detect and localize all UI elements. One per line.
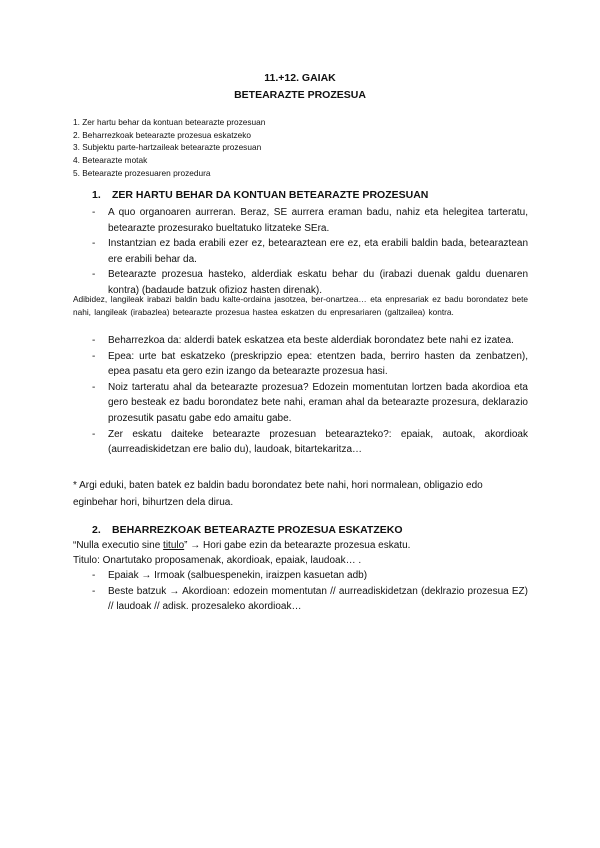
bullet-dash: -	[92, 335, 96, 346]
list-item-text: Zer eskatu daiteke betearazte prozesuan betearazteko?: epaiak, autoak, akordioak (aurreadiskidetzan ere balio du), laudoak, bitartekaritza…	[108, 428, 528, 456]
bullet-dash: -	[92, 428, 96, 440]
section-1-bullet-list-a	[92, 205, 528, 299]
list-item-text: Beharrezkoa da: alderdi batek eskatzea eta beste alderdiak borondatez bete nahi ez izatea.	[108, 335, 514, 346]
list-item	[92, 349, 528, 380]
quote-text-after: ” → Hori gabe ezin da betearazte prozesua eskatu.	[184, 540, 411, 551]
list-item-text: Beste batzuk → Akordioan: edozein momentutan // aurreadiskidetzan (deklrazio prozesua EZ) // laudoak // adisk. prozesaleko akordioak…	[108, 585, 528, 613]
list-item-text: Instantzian ez bada erabili ezer ez, betearaztean ere ez, eta erabili baldin bada, betearaztean ere erabili behar da.	[108, 238, 528, 265]
list-item	[92, 205, 528, 236]
section-1-number: 1.	[92, 189, 101, 201]
bullet-dash: -	[92, 570, 96, 581]
list-item	[92, 584, 528, 615]
section-2-title: BEHARREZKOAK BETEARAZTE PROZESUA ESKATZEKO	[112, 524, 403, 536]
bullet-dash: -	[92, 207, 96, 218]
list-item-text: Epea: urte bat eskatzeko (preskripzio epea: etentzen bada, berriro hasten da zenbatzen), epea pasatu eta gero ezin izango da betearazte prozesua hasi.	[108, 350, 528, 378]
list-item-text: Betearazte prozesua hasteko, alderdiak eskatu behar du (irabazi duenak galdu duenaren kontra) (badaude batzuk ofizioz hasten direnak).	[108, 269, 528, 296]
toc-item: 3. Subjektu parte-hartzaileak betearazte prozesuan	[73, 142, 262, 153]
table-of-contents	[73, 116, 265, 180]
section-2-heading	[92, 524, 403, 536]
section-1-title: ZER HARTU BEHAR DA KONTUAN BETEARAZTE PROZESUAN	[112, 189, 429, 201]
section-1-heading	[92, 189, 428, 201]
list-item-text: A quo organoaren aurreran. Beraz, SE aurrera eraman badu, nahiz eta helegitea tarteratu, betearazte prozesurako bueltatuko litzateke SEra.	[108, 207, 528, 234]
bullet-dash: -	[92, 350, 96, 362]
toc-item: 2. Beharrezkoak betearazte prozesua eskatzeko	[73, 129, 252, 140]
bullet-dash: -	[92, 381, 96, 393]
latin-quote-line	[73, 538, 410, 553]
quote-underlined-word: titulo	[163, 540, 185, 551]
section-1-note: * Argi eduki, baten batek ez baldin badu borondatez bete nahi, hori normalean, obligazio edo eginbehar hori, bihurtzen dela dirua.	[73, 480, 483, 508]
document-title-line1: 11.+12. GAIAK	[264, 72, 336, 84]
quote-text-before: “Nulla executio sine	[73, 540, 164, 551]
list-item	[92, 427, 528, 458]
titulo-line: Titulo: Onartutako proposamenak, akordioak, epaiak, laudoak… .	[73, 555, 362, 566]
bullet-dash: -	[92, 585, 96, 597]
section-2-number: 2.	[92, 524, 101, 536]
toc-item: 4. Betearazte motak	[73, 155, 148, 166]
section-1-example-paragraph: Adibidez, langileak irabazi baldin badu kalte-ordaina jasotzea, ber-onartzea… eta enpresariak ez badu borondatez bete nahi, langileak (irabazlea) betearazte prozesua hastea eskatzen du enpresariaren (galtzailea) kontra.	[73, 294, 528, 317]
list-item	[92, 568, 528, 584]
toc-item: 5. Betearazte prozesuaren prozedura	[73, 167, 211, 178]
list-item-text: Noiz tarteratu ahal da betearazte prozesua? Edozein momentutan lortzen bada akordioa eta gero besteak ez badu borondatez bete nahi, eraman ahal da betearazte prozesura, deklarazio prozesutik pasatu gabe edo amaitu gabe.	[108, 381, 528, 424]
list-item	[92, 380, 528, 427]
section-2-bullet-list	[92, 568, 528, 615]
document-title-line2: BETEARAZTE PROZESUA	[234, 89, 366, 101]
list-item	[92, 333, 528, 349]
list-item	[92, 236, 528, 267]
bullet-dash: -	[92, 238, 96, 250]
bullet-dash: -	[92, 269, 96, 281]
toc-item: 1. Zer hartu behar da kontuan betearazte prozesuan	[73, 117, 266, 127]
section-1-bullet-list-b	[92, 333, 528, 458]
list-item-text: Epaiak → Irmoak (salbuespenekin, iraizpen kasuetan adb)	[108, 570, 368, 581]
